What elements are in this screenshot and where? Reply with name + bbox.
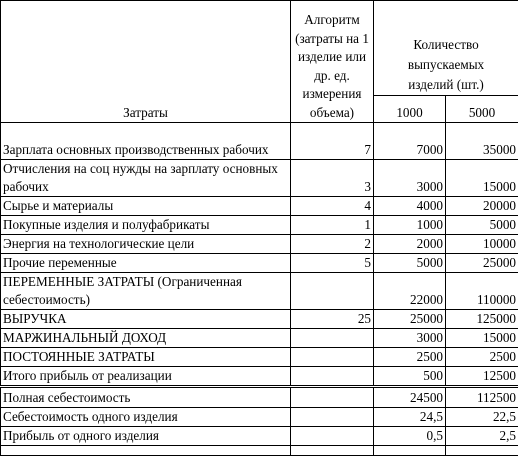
- algorithm-header: Алгоритм (затраты на 1 изделие или др. ед. измерения объема): [291, 1, 374, 123]
- table-row: [1, 310, 518, 329]
- row-value-1000: 3000: [374, 160, 446, 197]
- row-algorithm: 7: [291, 123, 374, 160]
- row-name: Сырье и материалы: [1, 197, 291, 216]
- table-row: [1, 273, 518, 310]
- row-value-1000: 3000: [374, 329, 446, 348]
- row-value-5000: 5000: [446, 216, 518, 235]
- empty-cell: [291, 446, 374, 456]
- row-value-1000: 5000: [374, 254, 446, 273]
- row-value-5000: 125000: [446, 310, 518, 329]
- quantity-header: Количество выпускаемых изделий (шт.): [374, 1, 518, 96]
- row-value-5000: 15000: [446, 329, 518, 348]
- row-algorithm: 2: [291, 235, 374, 254]
- table-row: [1, 123, 518, 160]
- table-row: [1, 235, 518, 254]
- row-value-1000: 25000: [374, 310, 446, 329]
- row-value-1000: 7000: [374, 123, 446, 160]
- row-name: МАРЖИНАЛЬНЫЙ ДОХОД: [1, 329, 291, 348]
- row-name: ВЫРУЧКА: [1, 310, 291, 329]
- row-value-5000: 2500: [446, 348, 518, 367]
- row-value-5000: 25000: [446, 254, 518, 273]
- row-algorithm: 25: [291, 310, 374, 329]
- table-row: [1, 367, 518, 387]
- empty-cell: [446, 446, 518, 456]
- row-algorithm: [291, 408, 374, 427]
- quantity-1000-header: 1000: [374, 96, 446, 123]
- empty-cell: [374, 446, 446, 456]
- row-name: Отчисления на соц нужды на зарплату основных рабочих: [1, 160, 291, 197]
- row-value-1000: 22000: [374, 273, 446, 310]
- row-value-5000: 22,5: [446, 408, 518, 427]
- table-row: [1, 329, 518, 348]
- row-name: Итого прибыль от реализации: [1, 367, 291, 387]
- quantity-5000-header: 5000: [446, 96, 518, 123]
- row-name: Себестоимость одного изделия: [1, 408, 291, 427]
- row-algorithm: [291, 329, 374, 348]
- row-name: Покупные изделия и полуфабрикаты: [1, 216, 291, 235]
- row-name: ПЕРЕМЕННЫЕ ЗАТРАТЫ (Ограниченная себестоимость): [1, 273, 291, 310]
- row-algorithm: 1: [291, 216, 374, 235]
- table-row: [1, 427, 518, 446]
- row-algorithm: [291, 348, 374, 367]
- row-value-1000: 24,5: [374, 408, 446, 427]
- row-value-1000: 500: [374, 367, 446, 387]
- table-row: [1, 254, 518, 273]
- empty-row: [1, 446, 518, 456]
- row-value-5000: 15000: [446, 160, 518, 197]
- row-value-5000: 2,5: [446, 427, 518, 446]
- row-algorithm: [291, 387, 374, 408]
- table-row: [1, 197, 518, 216]
- row-name: Прочие переменные: [1, 254, 291, 273]
- row-name: Полная себестоимость: [1, 387, 291, 408]
- row-value-1000: 4000: [374, 197, 446, 216]
- row-algorithm: [291, 427, 374, 446]
- row-algorithm: [291, 367, 374, 387]
- row-value-1000: 0,5: [374, 427, 446, 446]
- table-row: [1, 216, 518, 235]
- row-name: Зарплата основных производственных рабочих: [1, 123, 291, 160]
- empty-cell: [1, 446, 291, 456]
- table-row: [1, 387, 518, 408]
- row-value-5000: 112500: [446, 387, 518, 408]
- row-algorithm: 4: [291, 197, 374, 216]
- row-value-5000: 35000: [446, 123, 518, 160]
- row-value-5000: 110000: [446, 273, 518, 310]
- costs-header: Затраты: [1, 1, 291, 123]
- header-row: [1, 1, 518, 96]
- row-name: ПОСТОЯННЫЕ ЗАТРАТЫ: [1, 348, 291, 367]
- row-value-5000: 12500: [446, 367, 518, 387]
- row-value-5000: 10000: [446, 235, 518, 254]
- row-algorithm: 5: [291, 254, 374, 273]
- row-value-1000: 1000: [374, 216, 446, 235]
- row-algorithm: [291, 273, 374, 310]
- table-row: [1, 160, 518, 197]
- row-value-1000: 24500: [374, 387, 446, 408]
- table-row: [1, 408, 518, 427]
- row-name: Прибыль от одного изделия: [1, 427, 291, 446]
- table-row: [1, 348, 518, 367]
- row-value-1000: 2000: [374, 235, 446, 254]
- row-name: Энергия на технологические цели: [1, 235, 291, 254]
- row-algorithm: 3: [291, 160, 374, 197]
- row-value-5000: 20000: [446, 197, 518, 216]
- row-value-1000: 2500: [374, 348, 446, 367]
